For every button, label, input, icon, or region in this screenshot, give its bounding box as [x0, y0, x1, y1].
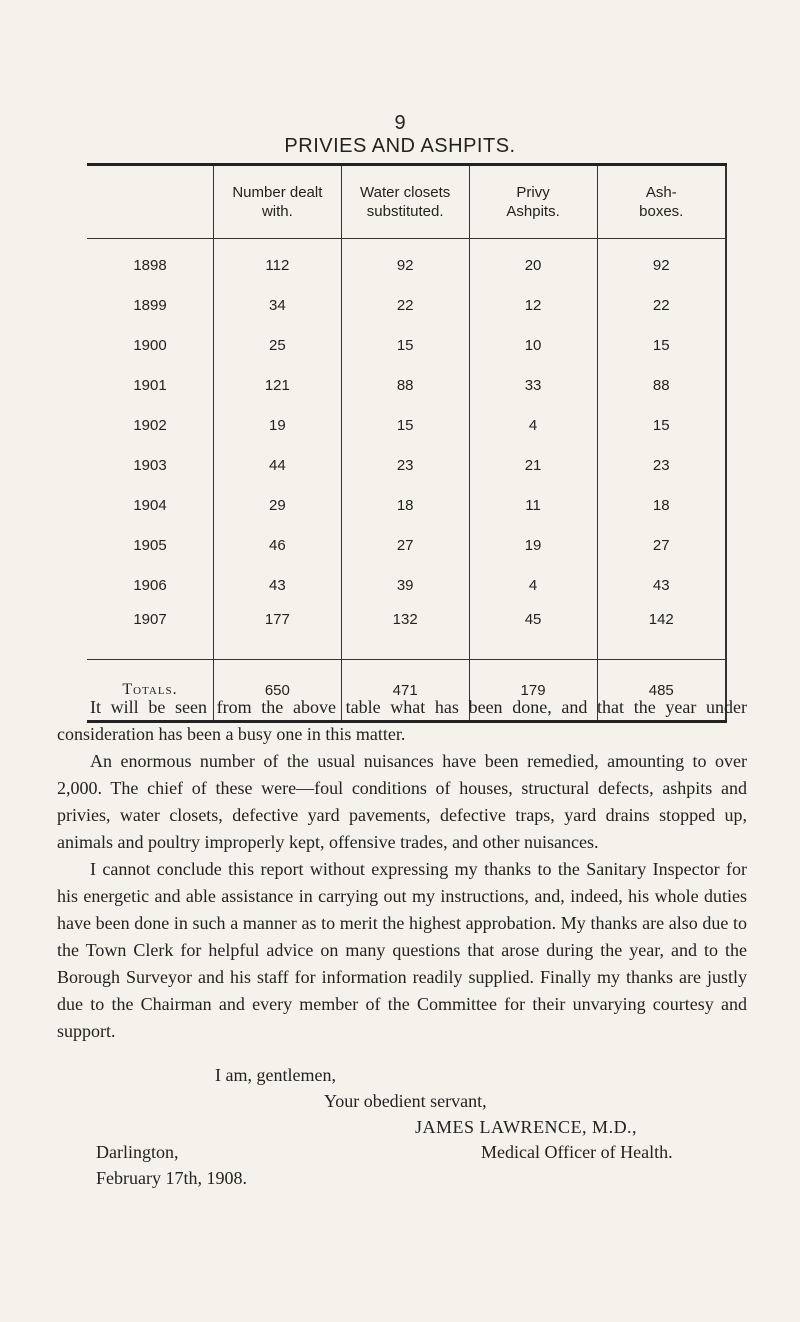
cell-number: 121: [214, 365, 342, 405]
cell-water-closets: 88: [341, 365, 469, 405]
cell-year: 1907: [133, 611, 167, 628]
cell-privy-ashpits: 33: [469, 365, 597, 405]
table-row: [87, 565, 726, 605]
total-ash-boxes: 485: [597, 660, 726, 722]
cell-year: 1898: [133, 256, 167, 274]
privies-table: [87, 163, 727, 723]
table-header-row: [87, 165, 726, 239]
cell-ash-boxes: 92: [597, 239, 726, 286]
page-title: PRIVIES AND ASHPITS.: [284, 135, 516, 157]
cell-year: 1904: [133, 496, 167, 514]
table-row: [87, 325, 726, 365]
cell-number: 46: [214, 525, 342, 565]
table-row: [87, 239, 726, 286]
cell-privy-ashpits: 11: [469, 485, 597, 525]
header-water-closets: Water closets substituted.: [341, 165, 469, 239]
cell-number: 43: [214, 565, 342, 605]
cell-number: 29: [214, 485, 342, 525]
cell-privy-ashpits: 21: [469, 445, 597, 485]
cell-water-closets: 27: [341, 525, 469, 565]
cell-ash-boxes: 15: [597, 405, 726, 445]
letter-date: February 17th, 1908.: [96, 1168, 247, 1188]
cell-year: 1899: [133, 296, 167, 314]
closing-salutation: I am, gentlemen,: [215, 1065, 336, 1085]
cell-ash-boxes: 23: [597, 445, 726, 485]
cell-ash-boxes: 88: [597, 365, 726, 405]
table-row: [87, 525, 726, 565]
totals-label: Totals.: [87, 660, 214, 722]
cell-water-closets: 15: [341, 325, 469, 365]
place: Darlington,: [96, 1142, 179, 1162]
paragraph-summary: It will be seen from the above table what has been done, and that the year under consideration has been a busy one in this matter.: [57, 697, 747, 744]
header-number-dealt: Number dealt with.: [214, 165, 342, 239]
cell-ash-boxes: 142: [597, 605, 726, 660]
cell-year: 1905: [133, 536, 167, 554]
header-privy-ashpits: Privy Ashpits.: [469, 165, 597, 239]
table-row: [87, 365, 726, 405]
cell-number: 19: [214, 405, 342, 445]
cell-privy-ashpits: 20: [469, 239, 597, 286]
cell-privy-ashpits: 45: [469, 605, 597, 660]
cell-number: 25: [214, 325, 342, 365]
report-body: [57, 694, 747, 1045]
paragraph-nuisances: An enormous number of the usual nuisances have been remedied, amounting to over 2,000. The chief of these were—foul conditions of houses, structural defects, ashpits and privies, water closets, defective yard pavements, defective traps, yard drains stopped up, animals and poultry improperly kept, offensive trades, and other nuisances.: [57, 751, 747, 852]
cell-water-closets: 39: [341, 565, 469, 605]
paragraph-thanks: I cannot conclude this report without expressing my thanks to the Sanitary Inspector for his energetic and able assistance in carrying out my instructions, and, indeed, his whole duties have been done in such a manner as to merit the highest approbation. My thanks are also due to the Town Clerk for helpful advice on many questions that arose during the year, and to the Borough Surveyor and his staff for information readily supplied. Finally my thanks are justly due to the Chairman and every member of the Committee for their unvarying courtesy and support.: [57, 859, 747, 1041]
table-row: [87, 605, 726, 660]
cell-year: 1902: [133, 416, 167, 434]
cell-water-closets: 15: [341, 405, 469, 445]
cell-water-closets: 23: [341, 445, 469, 485]
cell-privy-ashpits: 12: [469, 285, 597, 325]
cell-ash-boxes: 18: [597, 485, 726, 525]
closing-valediction: Your obedient servant,: [324, 1091, 487, 1111]
cell-number: 34: [214, 285, 342, 325]
table-row: [87, 485, 726, 525]
cell-privy-ashpits: 4: [469, 565, 597, 605]
table-row: [87, 405, 726, 445]
cell-ash-boxes: 15: [597, 325, 726, 365]
cell-water-closets: 132: [341, 605, 469, 660]
header-year: [87, 165, 214, 239]
page-number: 9: [394, 112, 406, 134]
cell-ash-boxes: 43: [597, 565, 726, 605]
total-number: 650: [214, 660, 342, 722]
cell-privy-ashpits: 4: [469, 405, 597, 445]
cell-number: 112: [214, 239, 342, 286]
cell-privy-ashpits: 10: [469, 325, 597, 365]
cell-year: 1900: [133, 336, 167, 354]
cell-water-closets: 22: [341, 285, 469, 325]
cell-ash-boxes: 27: [597, 525, 726, 565]
signatory-name: JAMES LAWRENCE, M.D.,: [415, 1117, 638, 1137]
cell-number: 177: [214, 605, 342, 660]
signatory-position: Medical Officer of Health.: [481, 1142, 673, 1162]
cell-year: 1901: [133, 376, 167, 394]
cell-ash-boxes: 22: [597, 285, 726, 325]
cell-number: 44: [214, 445, 342, 485]
table-row: [87, 445, 726, 485]
cell-water-closets: 18: [341, 485, 469, 525]
cell-privy-ashpits: 19: [469, 525, 597, 565]
cell-water-closets: 92: [341, 239, 469, 286]
cell-year: 1906: [133, 576, 167, 594]
cell-year: 1903: [133, 456, 167, 474]
total-water-closets: 471: [341, 660, 469, 722]
total-privy-ashpits: 179: [469, 660, 597, 722]
table-row: [87, 285, 726, 325]
header-ash-boxes: Ash-boxes.: [597, 165, 726, 239]
